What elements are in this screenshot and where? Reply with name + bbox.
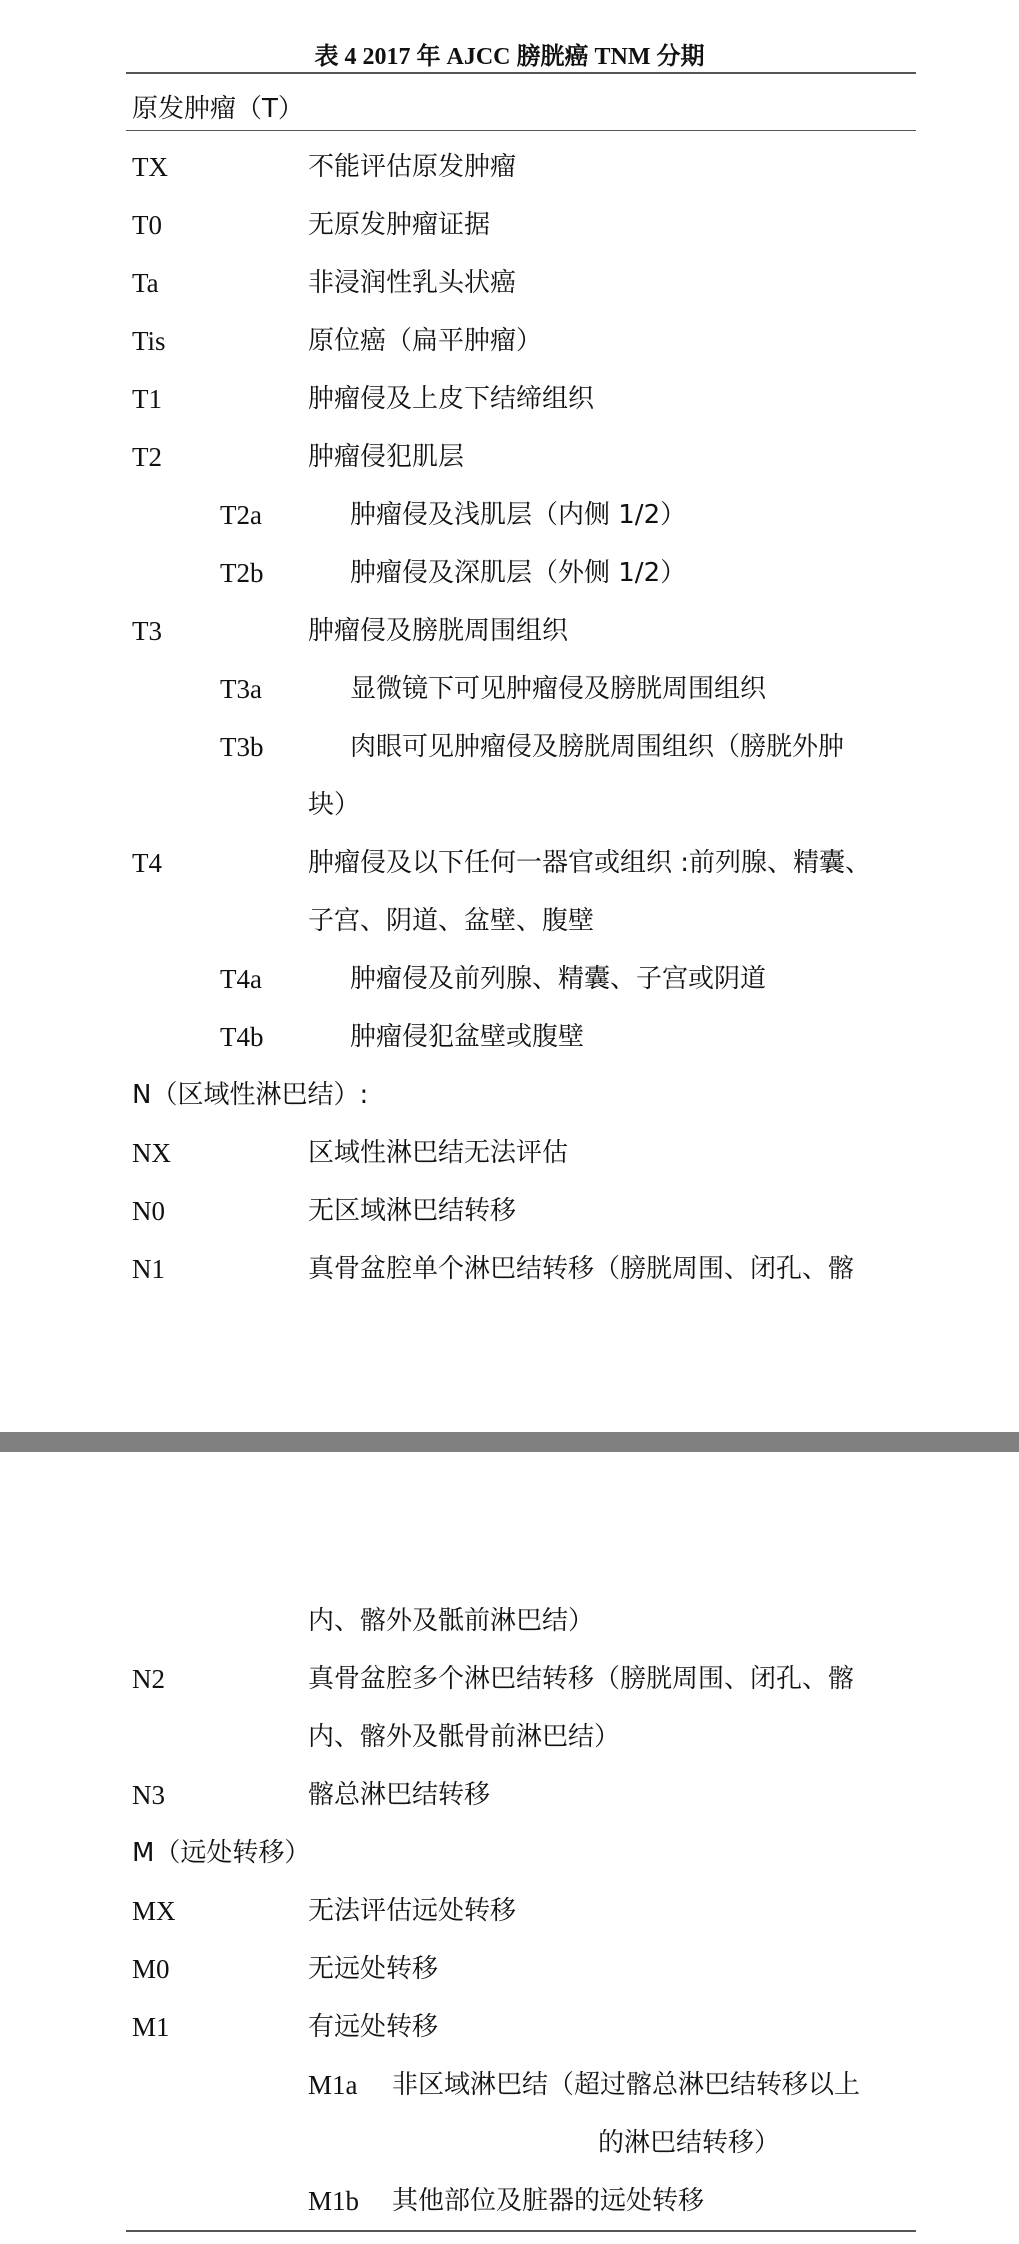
row-code: TX (132, 152, 168, 182)
bottom-rule (126, 2230, 916, 2232)
row-text: 肿瘤侵犯肌层 (308, 442, 465, 472)
row-text: 髂总淋巴结转移 (308, 1780, 491, 1810)
row-text-cont: 内、髂外及骶骨前淋巴结） (308, 1722, 621, 1752)
row-text-cont: 块） (308, 790, 361, 820)
table-title: 表 4 2017 年 AJCC 膀胱癌 TNM 分期 (314, 44, 705, 70)
row-text: 肿瘤侵及上皮下结缔组织 (308, 384, 595, 414)
row-code: N0 (132, 1196, 165, 1226)
row-text: 原位癌（扁平肿瘤） (308, 326, 543, 356)
row-text: 肿瘤侵及前列腺、精囊、子宫或阴道 (350, 964, 767, 994)
row-code: T2a (220, 500, 262, 530)
row-code: T3b (220, 732, 264, 762)
row-code: T2b (220, 558, 264, 588)
row-text: 显微镜下可见肿瘤侵及膀胱周围组织 (350, 674, 767, 704)
row-text-cont: 内、髂外及骶前淋巴结） (308, 1606, 595, 1636)
row-code: T4a (220, 964, 262, 994)
row-code: M1 (132, 2012, 170, 2042)
row-text: 真骨盆腔多个淋巴结转移（膀胱周围、闭孔、髂 (308, 1664, 855, 1694)
row-text: 不能评估原发肿瘤 (308, 152, 517, 182)
row-code: M0 (132, 1954, 170, 1984)
row-code: MX (132, 1896, 176, 1926)
row-text: 区域性淋巴结无法评估 (308, 1138, 569, 1168)
row-text: 非区域淋巴结（超过髂总淋巴结转移以上 (392, 2070, 861, 2100)
row-code: T2 (132, 442, 162, 472)
section-header-m: M（远处转移） (132, 1838, 311, 1868)
row-code: T3a (220, 674, 262, 704)
row-text: 真骨盆腔单个淋巴结转移（膀胱周围、闭孔、髂 (308, 1254, 855, 1284)
row-code: N2 (132, 1664, 165, 1694)
section-header-t: 原发肿瘤（T） (132, 94, 304, 124)
row-code: T4 (132, 848, 162, 878)
row-code: M1b (308, 2186, 360, 2216)
row-text-cont: 的淋巴结转移） (598, 2128, 781, 2158)
row-text: 肿瘤侵犯盆壁或腹壁 (350, 1022, 585, 1052)
row-text: 有远处转移 (308, 2012, 439, 2042)
row-code: N3 (132, 1780, 165, 1810)
row-code: Tis (132, 326, 166, 356)
row-text: 无法评估远处转移 (308, 1896, 517, 1926)
row-text: 肿瘤侵及浅肌层（内侧 1/2） (350, 500, 687, 530)
row-code: Ta (132, 268, 159, 298)
row-text: 肉眼可见肿瘤侵及膀胱周围组织（膀胱外肿 (350, 732, 845, 762)
row-text: 无区域淋巴结转移 (308, 1196, 517, 1226)
row-text: 无远处转移 (308, 1954, 439, 1984)
row-code: T1 (132, 384, 162, 414)
row-text: 肿瘤侵及以下任何一器官或组织 :前列腺、精囊、 (308, 848, 872, 878)
row-text: 肿瘤侵及深肌层（外侧 1/2） (350, 558, 687, 588)
row-text-cont: 子宫、阴道、盆壁、腹壁 (308, 906, 595, 936)
header-rule (126, 130, 916, 131)
row-code: T3 (132, 616, 162, 646)
row-text: 其他部位及脏器的远处转移 (392, 2186, 705, 2216)
row-code: NX (132, 1138, 171, 1168)
row-code: M1a (308, 2070, 358, 2100)
row-text: 非浸润性乳头状癌 (308, 268, 517, 298)
section-header-n: N（区域性淋巴结）: (132, 1080, 369, 1110)
row-code: T0 (132, 210, 162, 240)
top-rule (126, 72, 916, 74)
row-code: T4b (220, 1022, 264, 1052)
row-text: 肿瘤侵及膀胱周围组织 (308, 616, 569, 646)
row-code: N1 (132, 1254, 165, 1284)
page-break-band (0, 1432, 1019, 1452)
row-text: 无原发肿瘤证据 (308, 210, 491, 240)
